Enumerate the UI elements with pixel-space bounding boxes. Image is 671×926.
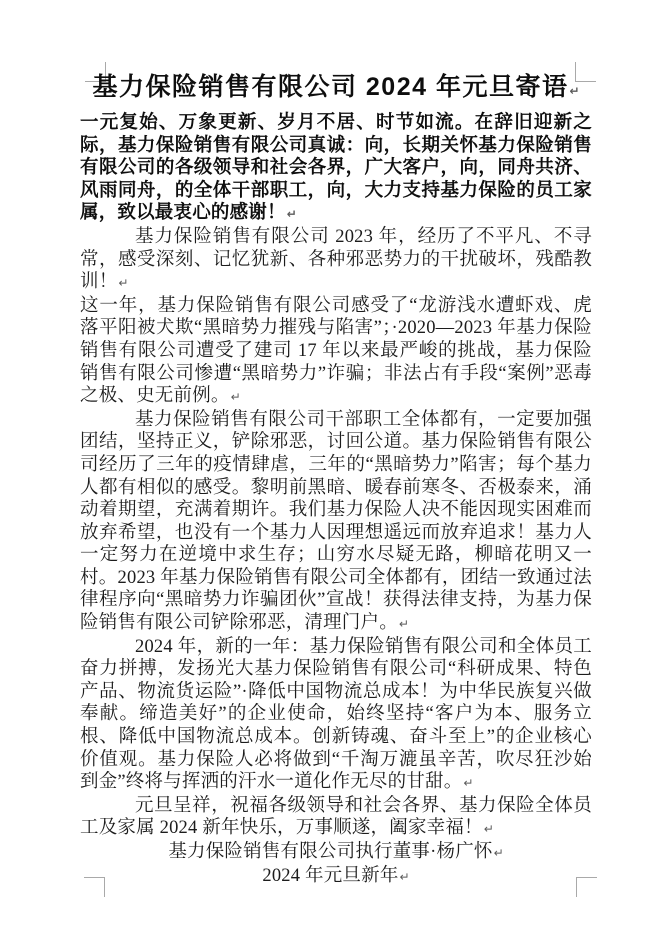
date-line — [80, 865, 592, 889]
paragraph-text: 2024 年，新的一年：基力保险销售有限公司和全体员工奋力拼搏，发扬光大基力保险销售有限公司“科研成果、特色产品、物流货运险”·降低中国物流总成本！为中华民族复兴做奉献。缔造美好”的企业使命，始终坚持“客户为本、服务立根、降低中国物流总成本。创新铸魂、奋斗至上”的企业核心价值观。基力保险人必将做到“千淘万漉虽辛苦，吹尽狂沙始到金”终将与挥洒的汗水一道化作无尽的甘甜。 — [80, 636, 592, 793]
return-mark-icon: ↵ — [118, 276, 129, 291]
return-mark-icon: ↵ — [230, 390, 241, 405]
return-mark-icon: ↵ — [483, 822, 494, 837]
paragraph-2023-review — [80, 226, 592, 295]
paragraph-unity — [80, 409, 592, 636]
paragraph-text: 一元复始、万象更新、岁月不居、时节如流。在辞旧迎新之际，基力保险销售有限公司真诚：向，长期关怀基力保险销售有限公司的各级领导和社会各界，广大客户，向，同舟共济、风雨同舟，的全体干部职工，向，大力支持基力保险的员工家属，致以最衷心的感谢！ — [80, 113, 592, 224]
return-mark-icon: ↵ — [398, 617, 409, 632]
signature-text: 基力保险销售有限公司执行董事·杨广怀 — [168, 842, 493, 862]
document-title — [80, 71, 592, 107]
paragraph-dark-forces — [80, 295, 592, 409]
document-title-text: 基力保险销售有限公司 2024 年元旦寄语 — [92, 73, 569, 101]
paragraph-greeting — [80, 112, 592, 226]
paragraph-text: 基力保险销售有限公司干部职工全体都有，一定要加强团结，坚持正义，铲除邪恶，讨回公道。基力保险销售有限公司经历了三年的疫情肆虐，三年的“黑暗势力”陷害；每个基力人都有相似的感受。黎明前黑暗、暖春前寒冬、否极泰来，涌动着期望，充满着期许。我们基力保险人决不能因现实困难而放弃希望，也没有一个基力人因理想遥远而放弃追求！基力人一定努力在逆境中求生存；山穷水尽疑无路，柳暗花明又一村。2023 年基力保险销售有限公司全体都有，团结一致通过法律程序向“黑暗势力诈骗团伙”宣战！获得法律支持，为基力保险销售有限公司铲除邪恶，清理门户。 — [80, 409, 592, 634]
signature-line — [80, 841, 592, 865]
return-mark-icon: ↵ — [286, 207, 297, 222]
return-mark-icon: ↵ — [493, 846, 504, 860]
paragraph-2024-outlook — [80, 636, 592, 795]
return-mark-icon: ↵ — [569, 84, 580, 98]
return-mark-icon: ↵ — [463, 776, 474, 791]
paragraph-text: 这一年，基力保险销售有限公司感受了“龙游浅水遭虾戏、虎落平阳被犬欺“黑暗势力摧残与陷害”；·2020—2023 年基力保险销售有限公司遭受了建司 17 年以来最严峻的挑战，基力保险销售有限公司惨遭“黑暗势力”诈骗；非法占有手段“案例”恶毒之极、史无前例。 — [80, 295, 592, 407]
paragraph-text: 基力保险销售有限公司 2023 年，经历了不平凡、不寻常，感受深刻、记忆犹新、各种邪恶势力的干扰破坏，残酷教训！ — [80, 226, 592, 293]
date-text: 2024 年元旦新年 — [262, 865, 399, 886]
paragraph-new-year-wishes — [80, 795, 592, 841]
return-mark-icon: ↵ — [399, 869, 410, 884]
document-content — [80, 71, 592, 888]
paragraph-text: 元旦呈祥，祝福各级领导和社会各界、基力保险全体员工及家属 2024 新年快乐，万事顺遂，阖家幸福！ — [80, 795, 592, 839]
